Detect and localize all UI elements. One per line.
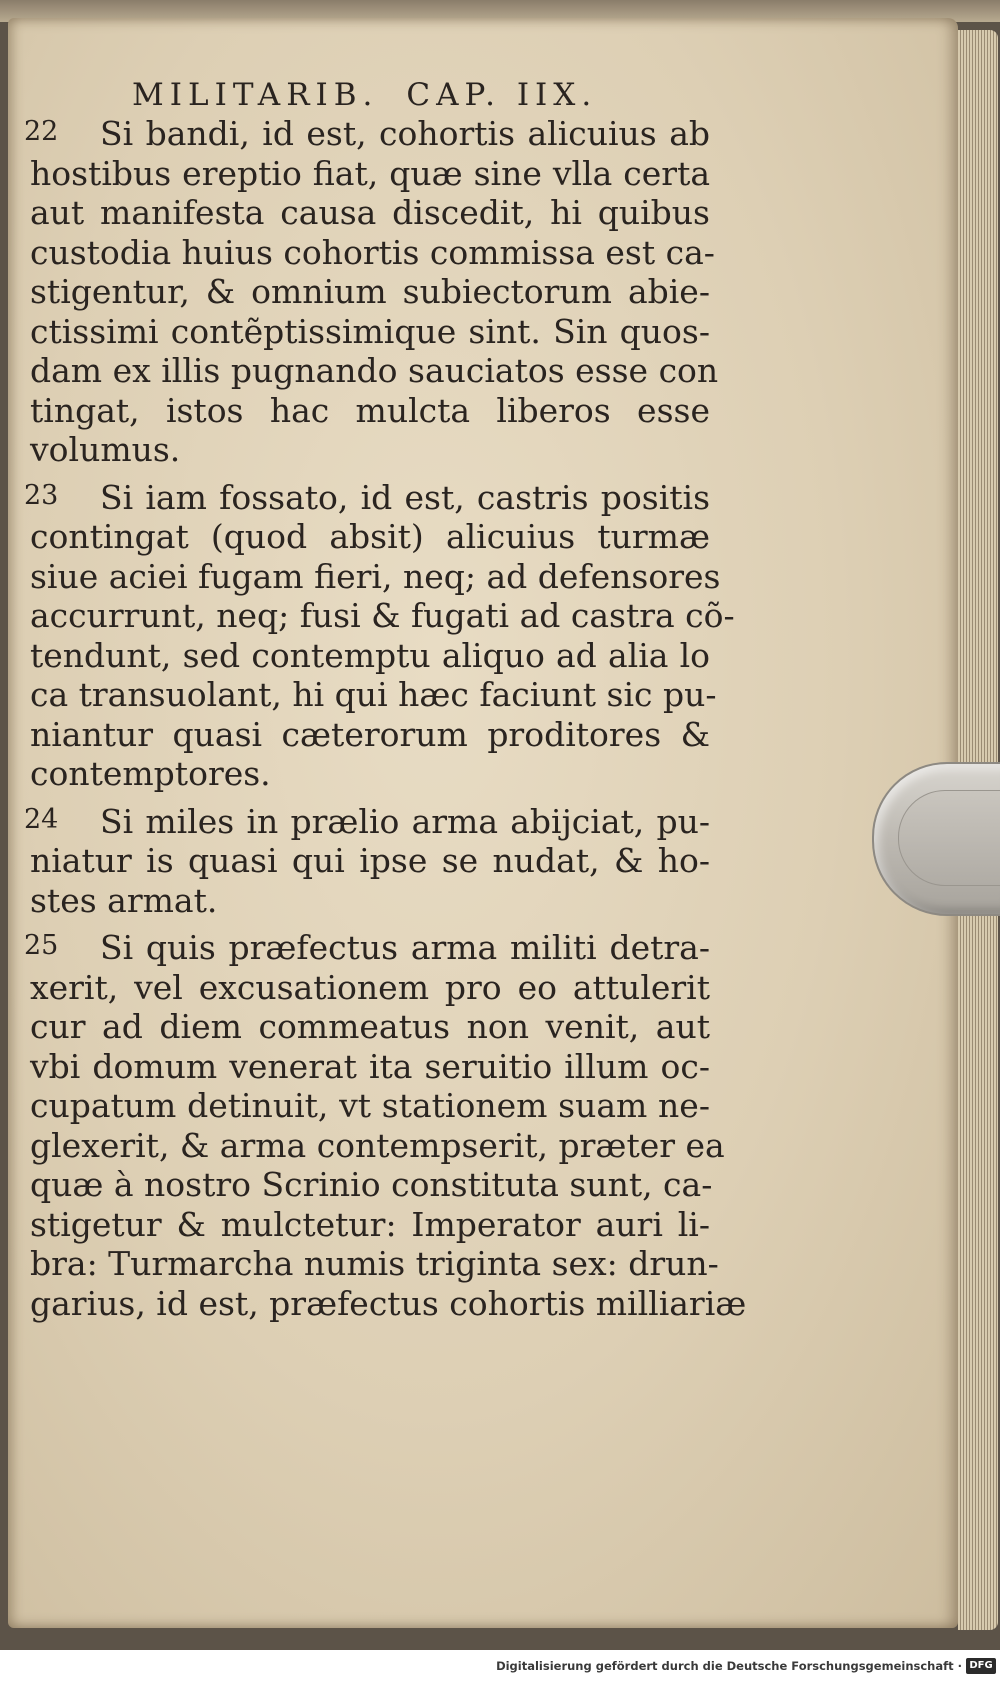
text-line: vbi domum venerat ita seruitio illum oc- bbox=[30, 1046, 710, 1086]
text-line: garius, id est, præfectus cohortis milliariæ bbox=[30, 1283, 747, 1323]
text-line: Si quis præfectus arma militi detra- bbox=[100, 928, 710, 967]
text-line: volumus. bbox=[30, 430, 181, 469]
paragraph bbox=[24, 928, 750, 1323]
text-line: cur ad diem commeatus non venit, aut bbox=[30, 1007, 710, 1046]
text-line: Si miles in prælio arma abijciat, pu- bbox=[100, 801, 710, 841]
paragraph-list bbox=[24, 114, 750, 1323]
text-line: custodia huius cohortis commissa est ca- bbox=[30, 232, 715, 272]
text-line: siue aciei fugam fieri, neq; ad defensores bbox=[30, 556, 721, 596]
paragraph-number: 22 bbox=[24, 116, 59, 147]
funding-credit: Digitalisierung gefördert durch die Deutsche Forschungsgemeinschaft · bbox=[496, 1659, 962, 1673]
text-line: dam ex illis pugnando sauciatos esse con bbox=[30, 351, 719, 390]
page-text bbox=[24, 77, 750, 1331]
text-line: stes armat. bbox=[30, 880, 218, 920]
book-clasp-inner bbox=[898, 790, 1000, 886]
text-line: bra: Turmarcha numis triginta sex: drun- bbox=[30, 1244, 719, 1283]
text-line: ctissimi contẽptissimique sint. Sin quos- bbox=[30, 311, 710, 351]
text-line: ca transuolant, hi qui hæc faciunt sic pu- bbox=[30, 675, 717, 714]
text-line: niatur is quasi qui ipse se nudat, & ho- bbox=[30, 841, 710, 880]
dfg-logo: DFG bbox=[966, 1658, 996, 1674]
text-line: xerit, vel excusationem pro eo attulerit bbox=[30, 967, 710, 1007]
paragraph-number: 25 bbox=[24, 930, 59, 961]
text-line: cupatum detinuit, vt stationem suam ne- bbox=[30, 1086, 710, 1125]
text-line: contingat (quod absit) alicuius turmæ bbox=[30, 517, 710, 556]
paragraph bbox=[24, 801, 750, 921]
text-line: niantur quasi cæterorum proditores & bbox=[30, 714, 710, 754]
text-line: stigentur, & omnium subiectorum abie- bbox=[30, 272, 710, 311]
text-line: quæ à nostro Scrinio constituta sunt, ca- bbox=[30, 1165, 713, 1204]
paragraph-number: 23 bbox=[24, 479, 59, 511]
paragraph-number: 24 bbox=[24, 803, 59, 835]
text-line: hostibus ereptio fiat, quæ sine vlla certa bbox=[30, 153, 710, 193]
paragraph bbox=[24, 477, 750, 794]
text-line: stigetur & mulctetur: Imperator auri li- bbox=[30, 1204, 710, 1244]
paragraph bbox=[24, 114, 750, 470]
running-head-chapter: CAP. IIX. bbox=[406, 77, 598, 113]
text-line: accurrunt, neq; fusi & fugati ad castra cõ- bbox=[30, 596, 735, 635]
text-line: tendunt, sed contemptu aliquo ad alia lo bbox=[30, 635, 710, 675]
text-line: tingat, istos hac mulcta liberos esse bbox=[30, 390, 710, 430]
running-head-title: MILITARIB. bbox=[132, 77, 379, 113]
text-line: contemptores. bbox=[30, 754, 271, 793]
footer-bar bbox=[0, 1650, 1000, 1683]
running-head bbox=[132, 78, 750, 112]
text-line: Si iam fossato, id est, castris positis bbox=[100, 477, 710, 517]
text-line: aut manifesta causa discedit, hi quibus bbox=[30, 193, 710, 232]
text-line: Si bandi, id est, cohortis alicuius ab bbox=[100, 114, 710, 153]
text-line: glexerit, & arma contempserit, præter ea bbox=[30, 1125, 725, 1165]
